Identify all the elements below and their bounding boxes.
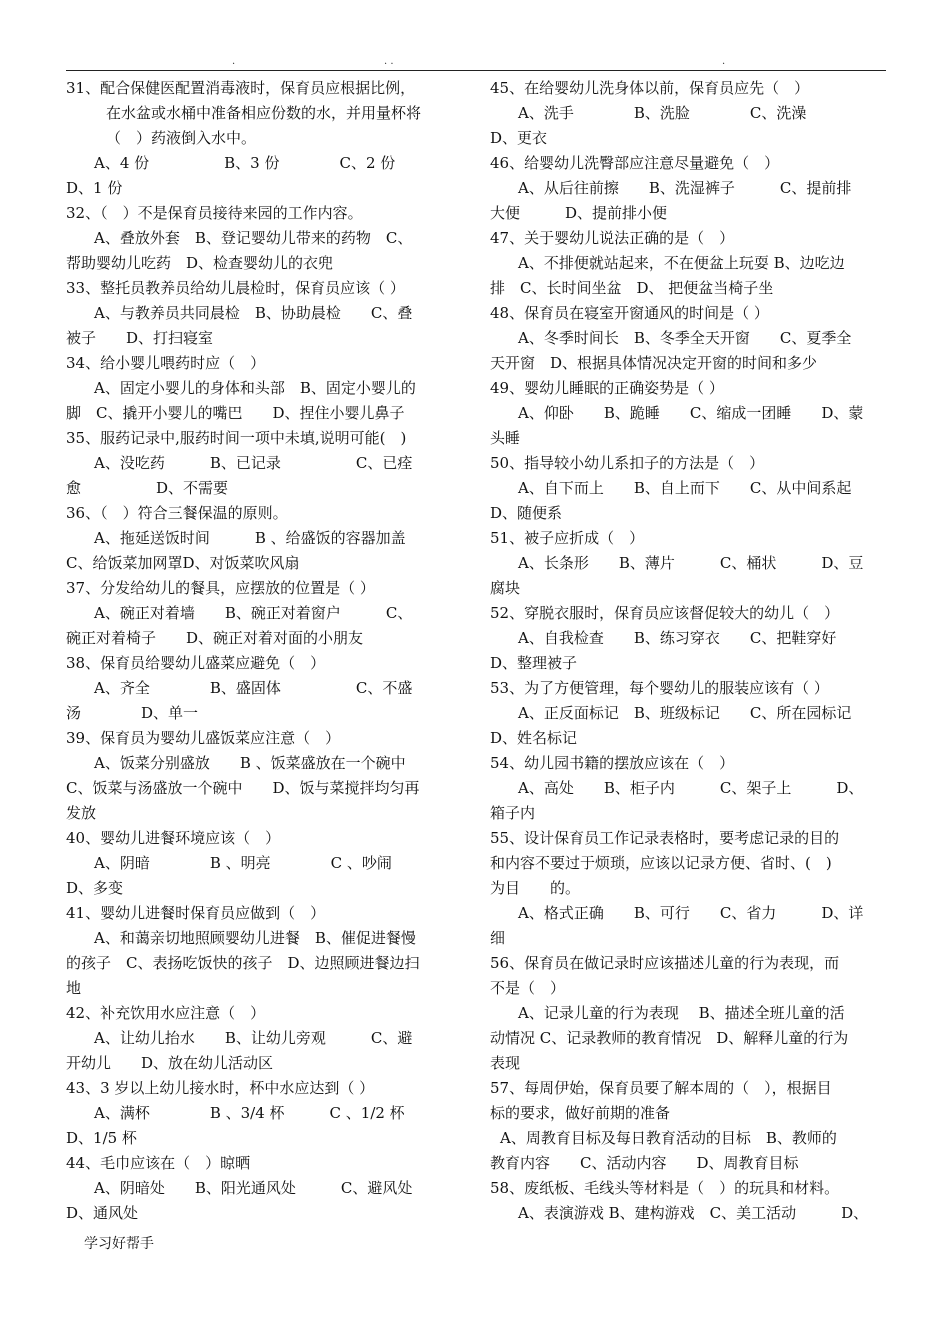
text-line: 发放 (66, 804, 97, 822)
page-footer: 学习好帮手 (84, 1236, 154, 1252)
text-line: A、让幼儿抬水 B、让幼儿旁观 C、避 (94, 1029, 413, 1047)
text-line: A、和蔼亲切地照顾婴幼儿进餐 B、催促进餐慢 (94, 929, 416, 947)
text-line: A、自我检查 B、练习穿衣 C、把鞋穿好 (518, 629, 837, 647)
text-line: 53、为了方便管理，每个婴幼儿的服装应该有（ ） (490, 679, 829, 697)
text-line: A、自下而上 B、自上而下 C、从中间系起 (518, 479, 852, 497)
text-line: A、冬季时间长 B、冬季全天开窗 C、夏季全 (518, 329, 852, 347)
text-line: 和内容不要过于烦琐，应该以记录方便、省时、( ) (490, 854, 832, 872)
text-line: A、长条形 B、薄片 C、桶状 D、豆 (518, 554, 864, 572)
text-line: A、阴暗处 B、阳光通风处 C、避风处 (94, 1179, 413, 1197)
text-line: C、饭菜与汤盛放一个碗中 D、饭与菜搅拌均匀再 (66, 779, 420, 797)
text-line: A、记录儿童的行为表现 B、描述全班儿童的活 (518, 1004, 845, 1022)
text-line: A、4 份 B、3 份 C、2 份 (94, 154, 396, 172)
text-line: D、通风处 (66, 1204, 139, 1222)
text-line: 56、保育员在做记录时应该描述儿童的行为表现，而 (490, 954, 840, 972)
text-line: D、1 份 (66, 179, 123, 197)
text-line: 55、设计保育员工作记录表格时，要考虑记录的目的 (490, 829, 840, 847)
text-line: 42、补充饮用水应注意（ ） (66, 1004, 266, 1022)
header-dot: . . (384, 56, 394, 67)
text-line: A、从后往前擦 B、洗湿裤子 C、提前排 (518, 179, 852, 197)
text-line: A、齐全 B、盛固体 C、不盛 (94, 679, 413, 697)
text-line: 细 (490, 929, 506, 947)
text-line: A、高处 B、柜子内 C、架子上 D、 (518, 779, 864, 797)
text-line: 49、婴幼儿睡眠的正确姿势是（ ） (490, 379, 724, 397)
text-line: A、固定小婴儿的身体和头部 B、固定小婴儿的 (94, 379, 416, 397)
text-line: 开幼儿 D、放在幼儿活动区 (66, 1054, 274, 1072)
text-line: 头睡 (490, 429, 521, 447)
text-line: 44、毛巾应该在（ ）晾晒 (66, 1154, 251, 1172)
text-line: A、碗正对着墙 B、碗正对着窗户 C、 (94, 604, 413, 622)
text-line: （ ）药液倒入水中。 (106, 129, 257, 147)
text-line: 天开窗 D、根据具体情况决定开窗的时间和多少 (490, 354, 818, 372)
text-line: C、给饭菜加网罩D、对饭菜吹风扇 (66, 554, 300, 572)
text-line: 不是（ ） (490, 979, 566, 997)
header-rule (66, 70, 886, 71)
text-line: 标的要求，做好前期的准备 (490, 1104, 671, 1122)
text-line: D、姓名标记 (490, 729, 578, 747)
text-line: A、洗手 B、洗脸 C、洗澡 (518, 104, 807, 122)
text-line: A、饭菜分别盛放 B 、饭菜盛放在一个碗中 (94, 754, 406, 772)
text-line: A、阴暗 B 、明亮 C 、吵闹 (94, 854, 392, 872)
text-line: A、正反面标记 B、班级标记 C、所在园标记 (518, 704, 852, 722)
text-line: D、整理被子 (490, 654, 578, 672)
text-line: 51、被子应折成（ ） (490, 529, 645, 547)
text-line: D、多变 (66, 879, 124, 897)
text-line: 36、（ ）符合三餐保温的原则。 (66, 504, 288, 522)
text-line: 愈 D、不需要 (66, 479, 229, 497)
text-line: D、更衣 (490, 129, 548, 147)
text-line: 32、（ ）不是保育员接待来园的工作内容。 (66, 204, 363, 222)
right-column (490, 76, 890, 1226)
text-line: 38、保育员给婴幼儿盛菜应避免（ ） (66, 654, 326, 672)
text-line: A、格式正确 B、可行 C、省力 D、详 (518, 904, 864, 922)
header-dot: . (722, 56, 726, 67)
text-line: A、表演游戏 B、建构游戏 C、美工活动 D、 (518, 1204, 869, 1222)
text-line: 58、废纸板、毛线头等材料是（ ）的玩具和材料。 (490, 1179, 840, 1197)
text-line: 为目 的。 (490, 879, 581, 897)
text-line: 46、给婴幼儿洗臀部应注意尽量避免（ ） (490, 154, 780, 172)
text-line: 碗正对着椅子 D、碗正对着对面的小朋友 (66, 629, 364, 647)
header-dot: . (232, 56, 236, 67)
text-line: 帮助婴幼儿吃药 D、检查婴幼儿的衣兜 (66, 254, 334, 272)
text-line: 表现 (490, 1054, 521, 1072)
text-line: 的孩子 C、表扬吃饭快的孩子 D、边照顾进餐边扫 (66, 954, 420, 972)
text-line: 35、服药记录中,服药时间一项中未填,说明可能( ) (66, 429, 407, 447)
text-line: A、不排便就站起来，不在便盆上玩耍 B、边吃边 (518, 254, 845, 272)
text-line: 34、给小婴儿喂药时应（ ） (66, 354, 266, 372)
text-line: 48、保育员在寝室开窗通风的时间是（ ） (490, 304, 769, 322)
text-line: A、叠放外套 B、登记婴幼儿带来的药物 C、 (94, 229, 413, 247)
text-line: A、周教育目标及每日教育活动的目标 B、教师的 (500, 1129, 837, 1147)
text-line: 43、3 岁以上幼儿接水时，杯中水应达到（ ） (66, 1079, 375, 1097)
text-line: 被子 D、打扫寝室 (66, 329, 214, 347)
text-line: A、拖延送饭时间 B 、给盛饭的容器加盖 (94, 529, 406, 547)
text-line: 汤 D、单一 (66, 704, 199, 722)
text-line: 大便 D、提前排小便 (490, 204, 668, 222)
text-line: 41、婴幼儿进餐时保育员应做到（ ） (66, 904, 326, 922)
text-line: A、仰卧 B、跪睡 C、缩成一团睡 D、蒙 (518, 404, 864, 422)
text-line: A、与教养员共同晨检 B、协助晨检 C、叠 (94, 304, 413, 322)
text-line: 39、保育员为婴幼儿盛饭菜应注意（ ） (66, 729, 341, 747)
text-line: 腐块 (490, 579, 521, 597)
text-line: 45、在给婴幼儿洗身体以前，保育员应先（ ） (490, 79, 810, 97)
left-column (66, 76, 466, 1226)
text-line: 33、整托员教养员给幼儿晨检时，保育员应该（ ） (66, 279, 405, 297)
text-line: 54、幼儿园书籍的摆放应该在（ ） (490, 754, 735, 772)
text-line: 57、每周伊始，保育员要了解本周的（ ），根据目 (490, 1079, 832, 1097)
text-line: 52、穿脱衣服时，保育员应该督促较大的幼儿（ ） (490, 604, 840, 622)
text-line: 脚 C、撬开小婴儿的嘴巴 D、捏住小婴儿鼻子 (66, 404, 405, 422)
text-line: 50、指导较小幼儿系扣子的方法是（ ） (490, 454, 765, 472)
text-line: A、没吃药 B、已记录 C、已痊 (94, 454, 413, 472)
text-line: 排 C、长时间坐盆 D、 把便盆当椅子坐 (490, 279, 774, 297)
text-line: 箱子内 (490, 804, 536, 822)
text-line: A、满杯 B 、3/4 杯 C 、1/2 杯 (94, 1104, 405, 1122)
text-line: 40、婴幼儿进餐环境应该（ ） (66, 829, 281, 847)
text-line: 在水盆或水桶中准备相应份数的水，并用量杯将 (106, 104, 422, 122)
text-line: 动情况 C、记录教师的教育情况 D、解释儿童的行为 (490, 1029, 849, 1047)
text-line: D、1/5 杯 (66, 1129, 137, 1147)
text-line: 47、关于婴幼儿说法正确的是（ ） (490, 229, 735, 247)
text-line: 教育内容 C、活动内容 D、周教育目标 (490, 1154, 799, 1172)
text-line: D、随便系 (490, 504, 563, 522)
text-line: 31、配合保健医配置消毒液时，保育员应根据比例， (66, 79, 416, 97)
text-line: 37、分发给幼儿的餐具，应摆放的位置是（ ） (66, 579, 375, 597)
text-line: 地 (66, 979, 82, 997)
